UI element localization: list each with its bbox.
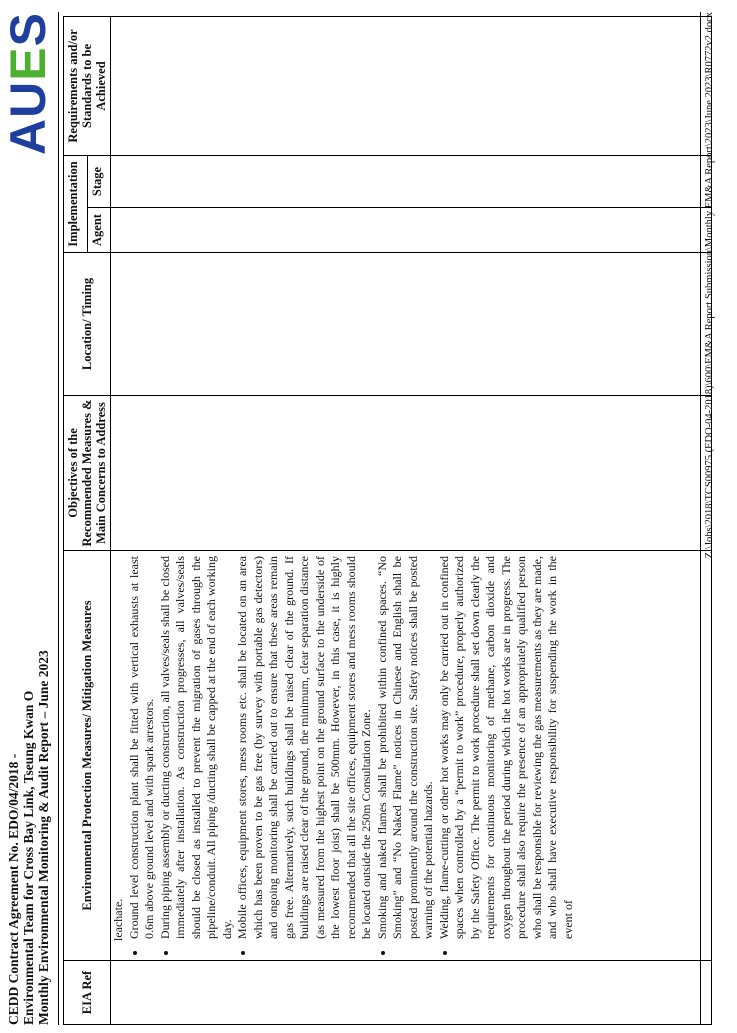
col-header-implementation: Implementation	[64, 155, 88, 252]
footer-file-path: Z:\Jobs\2018\TCS00975 (EDO-04-2018)\600\EM&A Report Submission\Monthly EM&A Report\2023\June 2023\R0772v2.docx	[704, 12, 715, 559]
mitigation-table	[63, 16, 712, 1025]
aues-logo: AUES	[0, 12, 56, 155]
list-item: • Smoking and naked flames shall be prohibited within confined spaces. “No Smoking” and “No Naked Flame” notices in Chinese and English shall be posted prominently around the construction site. Safety notices shall be posted warning of the potential hazards.	[375, 556, 437, 941]
list-item: • Welding, flame-cutting or other hot works may only be carried out in confined spaces when controlled by a “permit to work” procedure, properly authorized by the Safety Office. The permit to work procedure shall set down clearly the requirements for continuous monitoring of methane, carbon dioxide and oxygen throughout the period during which the hot works are in progress. The procedure shall also require the presence of an appropriately qualified person who shall be responsible for reviewing the gas measurements as they are made, and who shall have executive responsibility for suspending the work in the event of	[437, 556, 577, 941]
list-item: • Ground level construction plant shall be fitted with vertical exhausts at least 0.6m above ground level and with spark arrestors.	[127, 556, 158, 941]
table-row	[111, 16, 712, 1024]
measure-lead-text: leachate.	[111, 898, 125, 941]
measures-list	[127, 556, 577, 955]
header-line-contract: CEDD Contract Agreement No. EDO/04/2018 -	[6, 753, 21, 1025]
cell-objectives	[111, 396, 712, 551]
col-header-agent: Agent	[87, 208, 111, 253]
header-line-team: Environmental Team for Cross Bay Link, Tseung Kwan O	[21, 690, 36, 1025]
cell-location	[111, 253, 712, 396]
header-divider	[58, 12, 59, 1025]
cell-measures	[111, 551, 712, 961]
report-header	[6, 650, 51, 1025]
header-line-report: Monthly Environmental Monitoring & Audit Report – June 2023	[36, 650, 51, 1025]
list-item: • During piping assembly or ducting construction, all valves/seals shall be closed immediately after installation. As construction progresses, all valves/seals should be closed as installed to prevent the migration of gases through the pipeline/conduit. All piping /ducting shall be capped at the end of each working day.	[158, 556, 236, 941]
col-header-location: Location/ Timing	[64, 253, 111, 396]
col-header-stage: Stage	[87, 155, 111, 207]
list-item: • Mobile offices, equipment stores, mess rooms etc. shall be located on an area which has been proven to be gas free (by survey with portable gas detectors) and ongoing monitoring shall be carried out to ensure that these areas remain gas free. Alternatively, such buildings shall be raised clear of the ground. If buildings are raised clear of the ground, the minimum, clear separation distance (as measured from the highest point on the ground surface to the underside of the lowest floor joist) shall be 500mm. However, in this case, it is highly recommended that all the site offices, equipment stores and mess rooms should be located outside the 250m Consultation Zone.	[235, 556, 375, 941]
col-header-measures: Environmental Protection Measures/ Mitigation Measures	[64, 551, 111, 961]
col-header-eia-ref: EIA Ref	[64, 961, 111, 1025]
cell-requirements	[111, 16, 712, 155]
cell-eia-ref	[111, 961, 712, 1025]
cell-agent	[111, 208, 712, 253]
col-header-requirements: Requirements and/or Standards to be Achieved	[64, 16, 111, 155]
footer-divider	[700, 12, 701, 1025]
col-header-objectives: Objectives of the Recommended Measures & Main Concerns to Address	[64, 396, 111, 551]
cell-stage	[111, 155, 712, 207]
